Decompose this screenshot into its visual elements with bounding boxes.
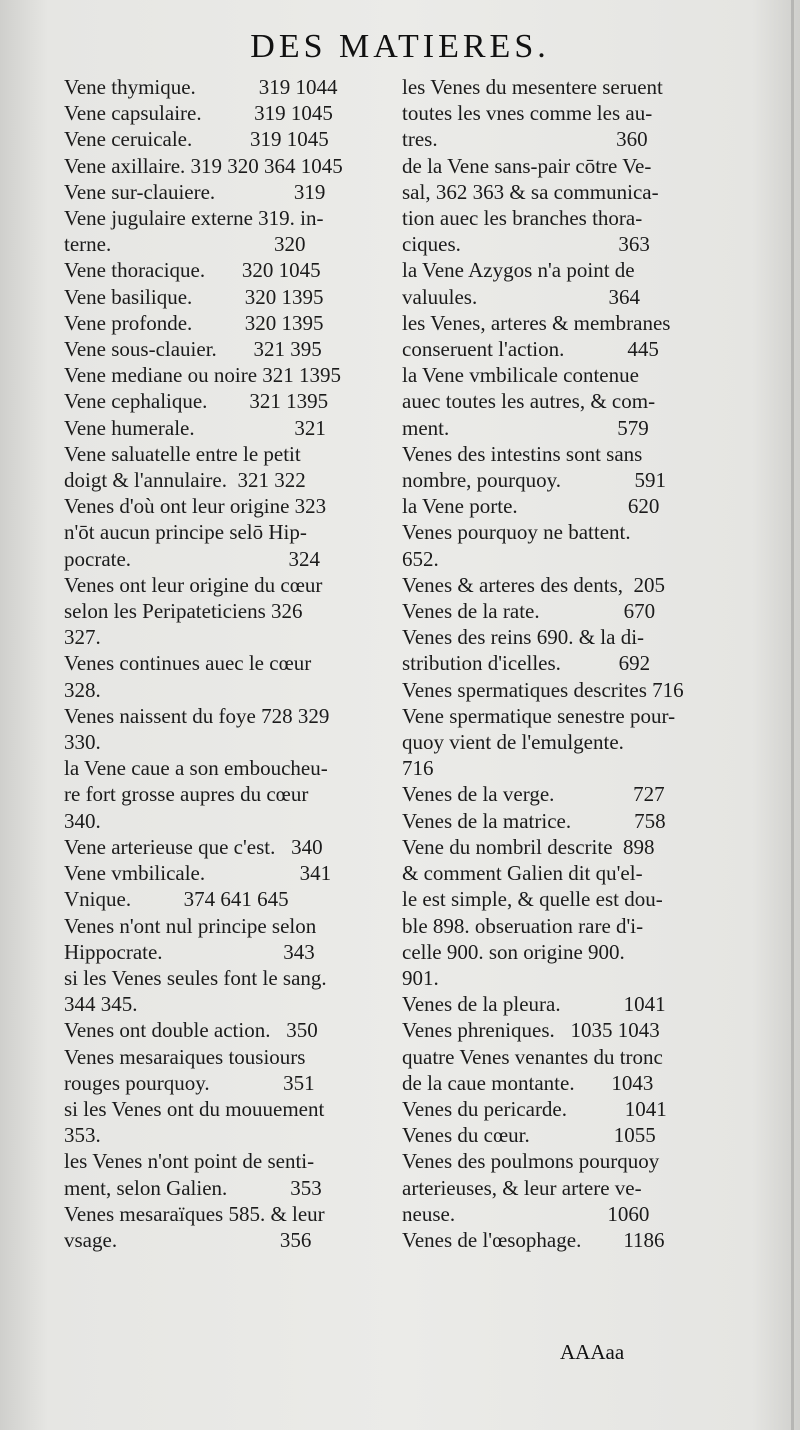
index-entry-line: Vene thoracique. 320 1045 — [64, 258, 321, 283]
index-entry — [64, 74, 380, 100]
index-entry-line: Vene du nombril descrite 898 — [402, 834, 655, 859]
index-entry-line: 340. — [64, 808, 101, 833]
index-entry-line: Venes phreniques. 1035 1043 — [402, 1018, 660, 1043]
index-entry — [402, 1044, 740, 1096]
index-entry — [402, 572, 740, 598]
index-entry-line: Venes du pericarde. 1041 — [402, 1096, 667, 1121]
index-entry-line: la Vene Azygos n'a point de — [402, 258, 635, 283]
index-entry-line: Vene thymique. 319 1044 — [64, 75, 338, 99]
index-entry-line: de la caue montante. 1043 — [402, 1070, 654, 1095]
index-entry-line: neuse. 1060 — [402, 1201, 650, 1226]
index-entry-line: Venes naissent du foye 728 329 — [64, 703, 330, 728]
index-entry-line: 330. — [64, 730, 101, 755]
index-entry-line: Vnique. 374 641 645 — [64, 887, 289, 912]
index-entry-line: de la Vene sans-pair cōtre Ve- — [402, 153, 652, 178]
index-entry — [64, 886, 380, 912]
index-entry-line: 327. — [64, 625, 101, 650]
index-entry-line: Vene jugulaire externe 319. in- — [64, 206, 324, 231]
index-entry — [64, 100, 380, 126]
index-entry-line: n'ōt aucun principe selō Hip- — [64, 520, 307, 545]
index-entry-line: ment. 579 — [402, 415, 649, 440]
index-entry-line: Venes de la matrice. 758 — [402, 808, 666, 833]
index-entry — [64, 415, 380, 441]
page-header: DES MATIERES. — [250, 28, 550, 65]
index-entry-line: Venes de l'œsophage. 1186 — [402, 1227, 665, 1252]
index-entry — [64, 153, 380, 179]
index-entry-line: Venes de la rate. 670 — [402, 599, 656, 624]
index-column-right — [402, 74, 740, 1253]
index-entry — [402, 493, 740, 519]
index-entry — [402, 834, 740, 991]
index-entry — [402, 677, 740, 703]
index-entry-line: les Venes du mesentere seruent — [402, 75, 663, 99]
index-entry-line: les Venes n'ont point de senti- — [64, 1149, 315, 1174]
index-entry — [402, 624, 740, 676]
index-entry-line: Vene spermatique senestre pour- — [402, 703, 676, 728]
index-entry — [402, 1227, 740, 1253]
index-entry — [64, 126, 380, 152]
index-entry-line: vsage. 356 — [64, 1227, 312, 1252]
index-entry — [402, 257, 740, 309]
index-entry-line: 328. — [64, 677, 101, 702]
index-entry — [64, 965, 380, 1017]
index-entry-line: Vene ceruicale. 319 1045 — [64, 127, 329, 152]
index-entry — [402, 1017, 740, 1043]
index-entry-line: Venes n'ont nul principe selon — [64, 913, 317, 938]
index-entry-line: Venes mesaraïques 585. & leur — [64, 1201, 325, 1226]
index-entry — [402, 991, 740, 1017]
index-entry — [64, 205, 380, 257]
index-entry-line: Vene profonde. 320 1395 — [64, 310, 324, 335]
index-entry-line: tion auec les branches thora- — [402, 206, 643, 231]
index-entry-line: arterieuses, & leur artere ve- — [402, 1175, 642, 1200]
index-entry-line: Venes spermatiques descrites 716 — [402, 677, 684, 702]
index-entry — [402, 519, 740, 571]
index-entry-line: celle 900. son origine 900. — [402, 939, 625, 964]
index-entry — [64, 336, 380, 362]
index-entry-line: 652. — [402, 546, 439, 571]
index-entry — [64, 703, 380, 755]
index-entry-line: pocrate. 324 — [64, 546, 321, 571]
index-entry-line: Venes mesaraiques tousiours — [64, 1044, 306, 1069]
index-entry-line: Venes des reins 690. & la di- — [402, 625, 645, 650]
index-entry-line: toutes les vnes comme les au- — [402, 101, 653, 126]
index-entry-line: la Vene caue a son emboucheu- — [64, 756, 328, 781]
index-entry-line: Venes du cœur. 1055 — [402, 1123, 656, 1148]
index-entry-line: 344 345. — [64, 992, 138, 1017]
index-entry — [64, 860, 380, 886]
index-entry — [402, 1122, 740, 1148]
index-entry-line: doigt & l'annulaire. 321 322 — [64, 468, 306, 493]
index-entry-line: rouges pourquoy. 351 — [64, 1070, 315, 1095]
index-entry-line: Venes d'où ont leur origine 323 — [64, 494, 327, 519]
index-entry-line: Venes ont double action. 350 — [64, 1018, 318, 1043]
index-entry — [64, 179, 380, 205]
index-entry — [402, 781, 740, 807]
index-entry-line: 353. — [64, 1123, 101, 1148]
index-entry-line: Vene sur-clauiere. 319 — [64, 179, 326, 204]
index-entry — [402, 1096, 740, 1122]
page-edge — [791, 0, 794, 1430]
index-entry-line: Vene sous-clauier. 321 395 — [64, 337, 322, 362]
index-entry-line: Venes des intestins sont sans — [402, 441, 643, 466]
index-entry-line: auec toutes les autres, & com- — [402, 389, 656, 414]
index-entry-line: le est simple, & quelle est dou- — [402, 887, 663, 912]
index-entry-line: Hippocrate. 343 — [64, 939, 315, 964]
index-entry — [64, 1096, 380, 1148]
index-entry-line: re fort grosse aupres du cœur — [64, 782, 309, 807]
index-entry — [64, 257, 380, 283]
index-entry-line: terne. 320 — [64, 232, 306, 257]
index-entry — [402, 598, 740, 624]
index-entry — [64, 441, 380, 493]
index-entry-line: ble 898. obseruation rare d'i- — [402, 913, 644, 938]
index-entry-line: Venes de la pleura. 1041 — [402, 992, 666, 1017]
index-entry — [64, 1148, 380, 1200]
index-entry — [64, 834, 380, 860]
index-entry — [402, 362, 740, 441]
index-entry-line: stribution d'icelles. 692 — [402, 651, 651, 676]
index-entry-line: Vene arterieuse que c'est. 340 — [64, 834, 323, 859]
index-entry-line: sal, 362 363 & sa communica- — [402, 179, 659, 204]
index-entry-line: Venes continues auec le cœur — [64, 651, 312, 676]
index-entry-line: Venes & arteres des dents, 205 — [402, 572, 666, 597]
index-entry — [64, 284, 380, 310]
index-entry-line: la Vene vmbilicale contenue — [402, 363, 639, 388]
index-entry-line: Vene cephalique. 321 1395 — [64, 389, 329, 414]
index-entry-line: si les Venes seules font le sang. — [64, 965, 327, 990]
index-entry-line: & comment Galien dit qu'el- — [402, 861, 643, 886]
index-entry-line: Vene vmbilicale. 341 — [64, 861, 332, 886]
index-entry — [402, 153, 740, 258]
index-entry — [402, 441, 740, 493]
index-entry-line: Vene humerale. 321 — [64, 415, 326, 440]
index-entry — [64, 1201, 380, 1253]
index-entry-line: conseruent l'action. 445 — [402, 337, 659, 362]
index-entry-line: valuules. 364 — [402, 284, 640, 309]
index-entry-line: quoy vient de l'emulgente. — [402, 730, 624, 755]
index-entry-line: quatre Venes venantes du tronc — [402, 1044, 663, 1069]
index-entry-line: Vene axillaire. 319 320 364 1045 — [64, 153, 343, 178]
index-entry — [64, 493, 380, 572]
index-entry — [64, 388, 380, 414]
index-entry-line: Venes ont leur origine du cœur — [64, 572, 323, 597]
index-entry-line: tres. 360 — [402, 127, 648, 152]
index-entry-line: 716 — [402, 756, 434, 781]
index-entry — [402, 808, 740, 834]
index-entry-line: la Vene porte. 620 — [402, 494, 660, 519]
index-entry-line: 901. — [402, 965, 439, 990]
index-entry-line: ciques. 363 — [402, 232, 650, 257]
index-entry — [64, 913, 380, 965]
index-entry — [402, 703, 740, 782]
index-entry — [64, 572, 380, 651]
index-entry — [64, 755, 380, 834]
signature-mark: AAAaa — [560, 1340, 625, 1364]
index-entry — [64, 362, 380, 388]
index-entry-line: Venes pourquoy ne battent. — [402, 520, 631, 545]
index-entry-line: les Venes, arteres & membranes — [402, 310, 671, 335]
index-entry-line: Vene mediane ou noire 321 1395 — [64, 363, 342, 388]
index-entry — [402, 1148, 740, 1227]
index-entry-line: si les Venes ont du mouuement — [64, 1096, 325, 1121]
index-entry — [64, 1044, 380, 1096]
index-entry-line: nombre, pourquoy. 591 — [402, 468, 667, 493]
index-entry-line: Vene basilique. 320 1395 — [64, 284, 324, 309]
index-entry — [64, 1017, 380, 1043]
index-column-left — [64, 74, 380, 1253]
index-entry-line: Vene saluatelle entre le petit — [64, 441, 301, 466]
index-entry-line: selon les Peripateticiens 326 — [64, 599, 303, 624]
index-entry — [64, 650, 380, 702]
index-entry-line: Vene capsulaire. 319 1045 — [64, 101, 333, 126]
index-entry — [402, 310, 740, 362]
index-entry — [64, 310, 380, 336]
index-entry — [402, 74, 740, 153]
index-entry-line: Venes de la verge. 727 — [402, 782, 665, 807]
index-entry-line: ment, selon Galien. 353 — [64, 1175, 322, 1200]
index-entry-line: Venes des poulmons pourquoy — [402, 1149, 660, 1174]
